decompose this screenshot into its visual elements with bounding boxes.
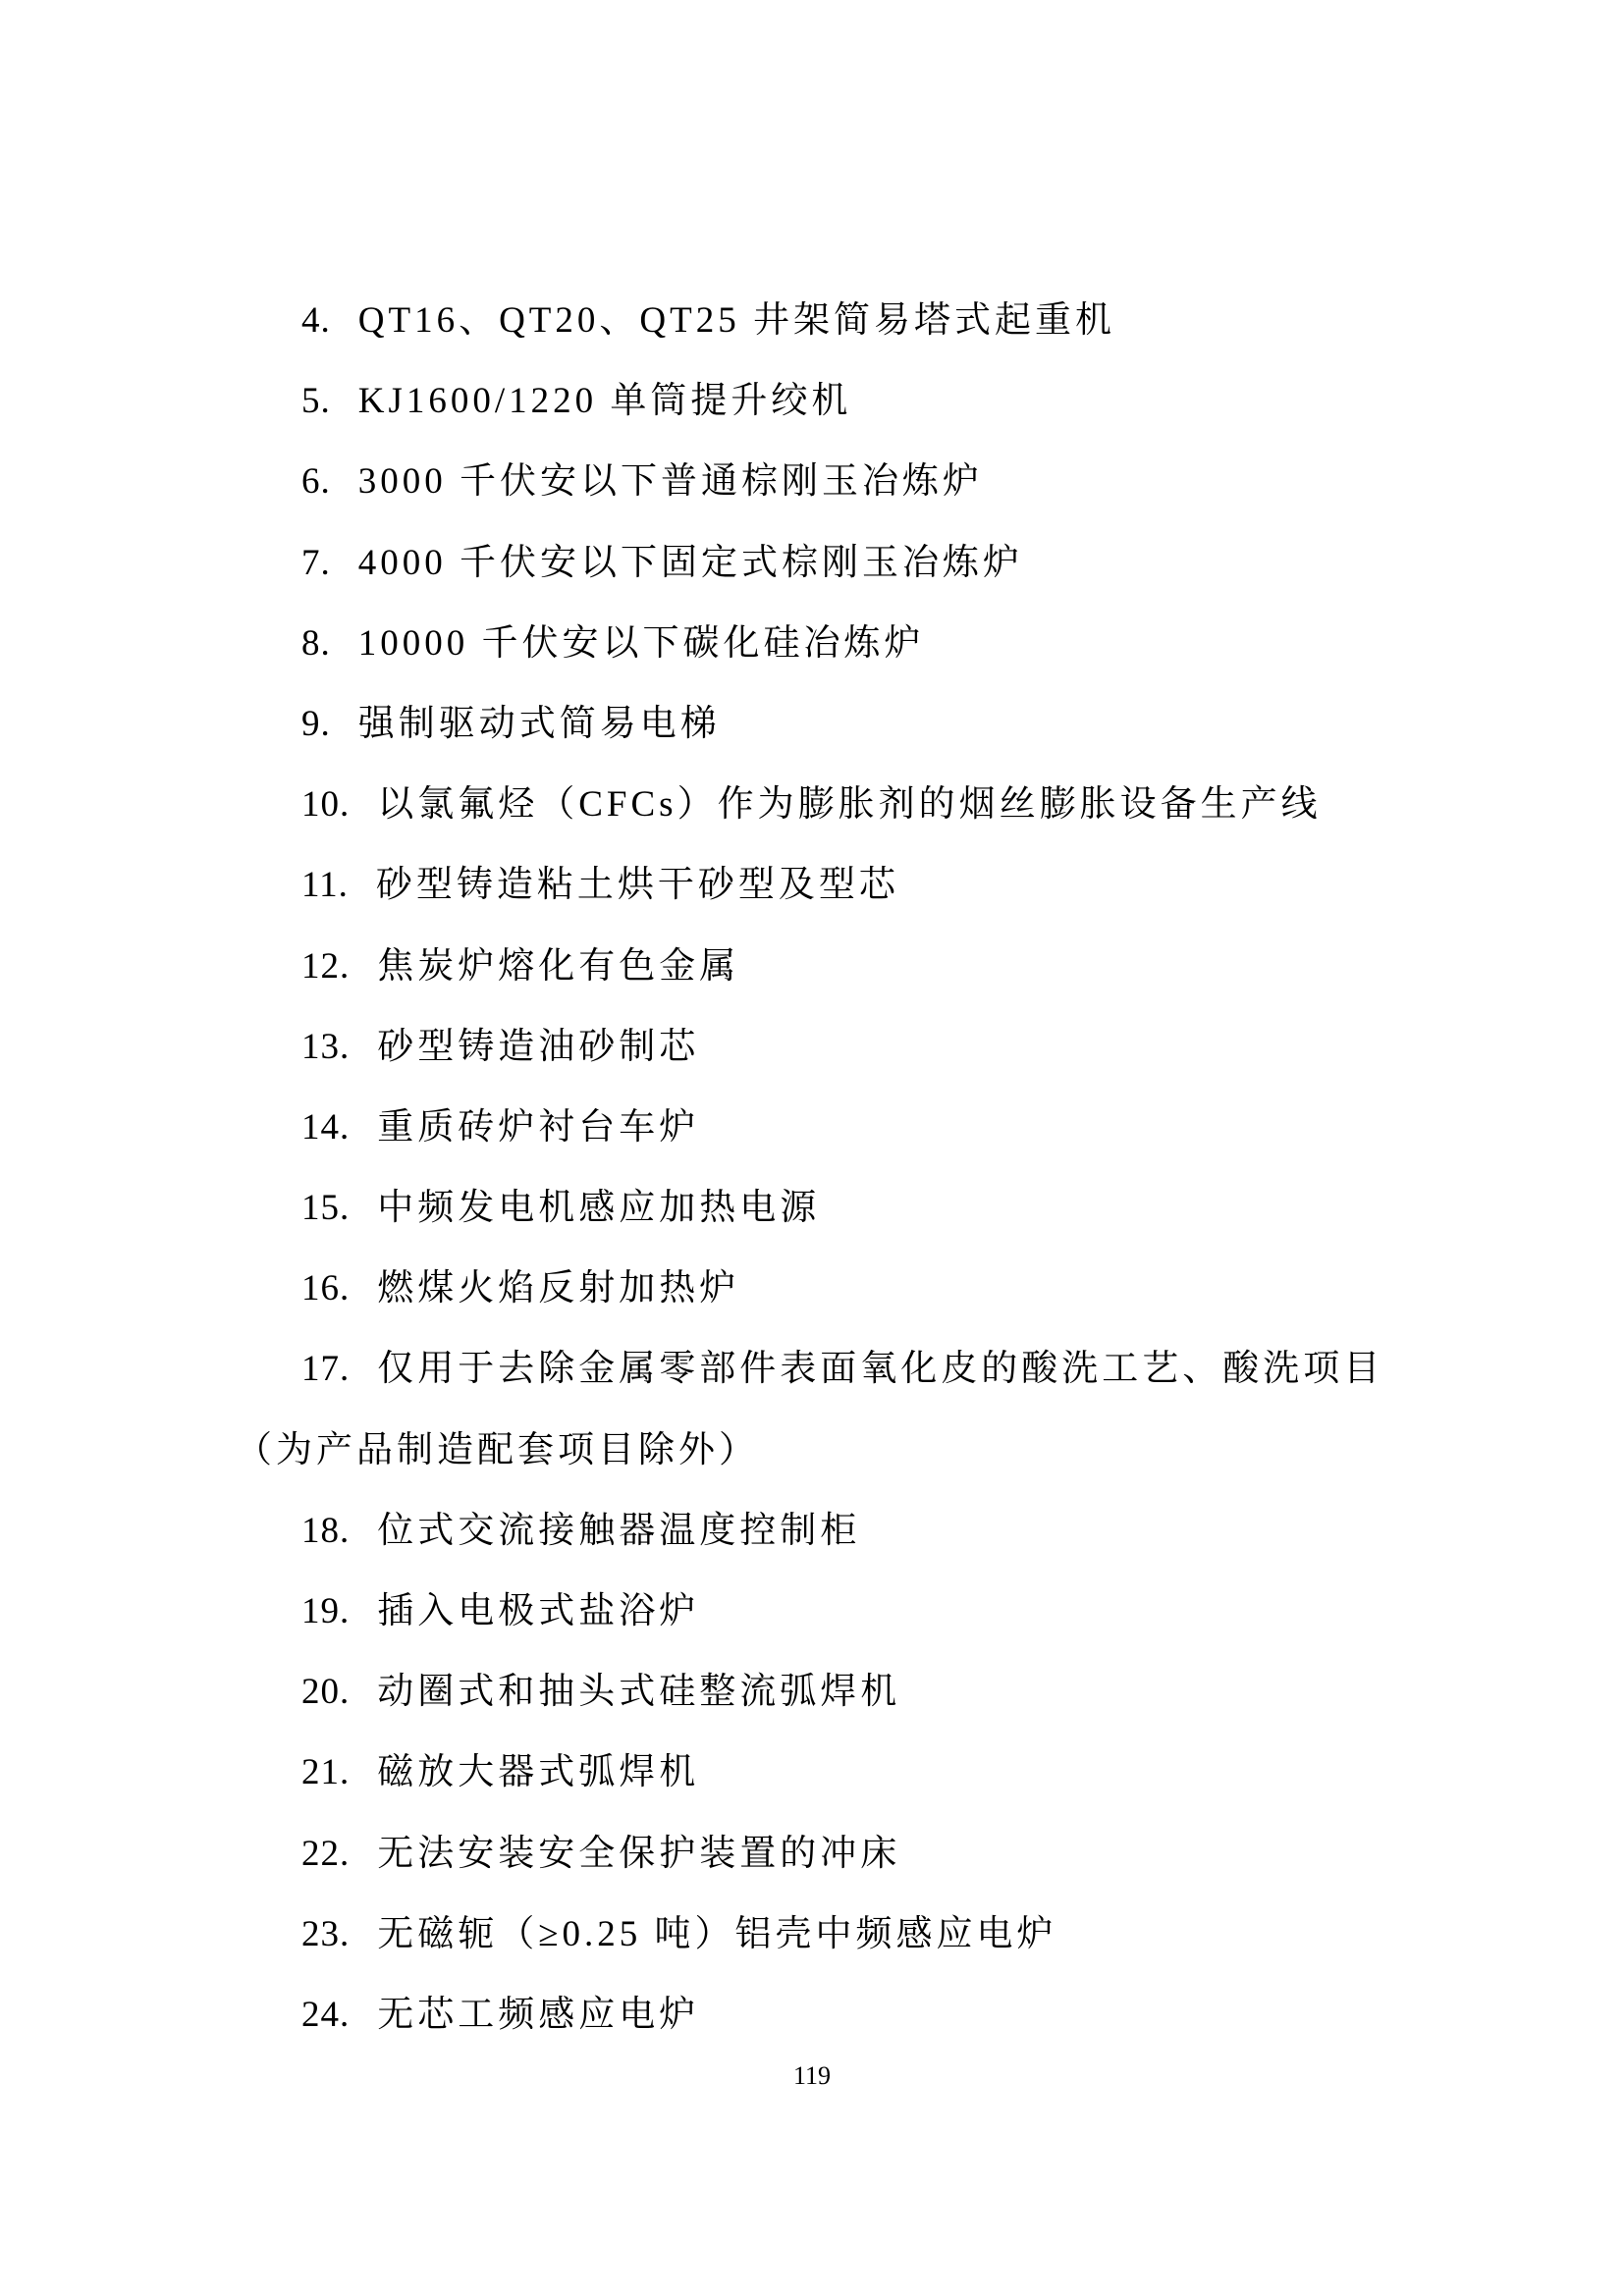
item-text: 无法安装安全保护装置的冲床 — [377, 1833, 901, 1874]
item-number: 17. — [301, 1349, 351, 1390]
item-number: 8. — [301, 622, 331, 664]
item-text: 重质砖炉衬台车炉 — [377, 1106, 700, 1148]
item-number: 20. — [301, 1672, 351, 1713]
list-item — [236, 1572, 1414, 1652]
item-text: 焦炭炉熔化有色金属 — [377, 945, 740, 987]
list-item — [236, 523, 1414, 604]
item-text: 3000 千伏安以下普通棕刚玉冶炼炉 — [357, 461, 983, 503]
item-number: 16. — [301, 1268, 351, 1309]
list-item — [236, 765, 1414, 845]
list-item — [236, 442, 1414, 522]
item-text: 无磁轭（≥0.25 吨）铝壳中频感应电炉 — [377, 1913, 1057, 1954]
item-continuation-text: （为产品制造配套项目除外） — [236, 1429, 759, 1470]
item-number: 10. — [301, 784, 351, 826]
list-item — [236, 1249, 1414, 1329]
item-text: 中频发电机感应加热电源 — [377, 1188, 821, 1229]
item-text: 磁放大器式弧焊机 — [377, 1752, 700, 1793]
item-number: 15. — [301, 1188, 351, 1229]
item-text: 燃煤火焰反射加热炉 — [377, 1268, 740, 1309]
item-list — [236, 281, 1414, 2056]
list-item — [236, 1895, 1414, 1975]
item-text: 无芯工频感应电炉 — [377, 1994, 700, 2035]
item-text: 以氯氟烃（CFCs）作为膨胀剂的烟丝膨胀设备生产线 — [377, 784, 1322, 826]
item-number: 12. — [301, 945, 351, 987]
item-number: 5. — [301, 381, 331, 422]
item-number: 11. — [301, 865, 349, 906]
list-item — [236, 1652, 1414, 1733]
list-item — [236, 1088, 1414, 1168]
list-item — [236, 684, 1414, 765]
item-text: KJ1600/1220 单筒提升绞机 — [357, 381, 852, 422]
page-number: 119 — [792, 2061, 832, 2090]
item-number: 14. — [301, 1106, 351, 1148]
item-text: QT16、QT20、QT25 井架简易塔式起重机 — [357, 300, 1115, 341]
list-item — [236, 927, 1414, 1007]
item-number: 4. — [301, 300, 331, 341]
item-number: 23. — [301, 1913, 351, 1954]
item-number: 9. — [301, 703, 331, 744]
item-text: 4000 千伏安以下固定式棕刚玉冶炼炉 — [357, 542, 1023, 583]
list-item — [236, 1168, 1414, 1249]
list-item — [236, 604, 1414, 684]
list-item — [236, 361, 1414, 442]
item-text: 强制驱动式简易电梯 — [357, 703, 721, 744]
list-item — [236, 1329, 1414, 1410]
item-text: 10000 千伏安以下碳化硅冶炼炉 — [357, 622, 925, 664]
list-item — [236, 1975, 1414, 2056]
list-item — [236, 1814, 1414, 1895]
item-text: 插入电极式盐浴炉 — [377, 1591, 700, 1631]
item-text: 仅用于去除金属零部件表面氧化皮的酸洗工艺、酸洗项目 — [377, 1349, 1384, 1390]
list-item — [236, 1007, 1414, 1088]
list-item — [236, 281, 1414, 361]
item-number: 22. — [301, 1833, 351, 1874]
item-number: 18. — [301, 1510, 351, 1551]
item-continuation — [236, 1411, 1414, 1491]
item-number: 7. — [301, 542, 331, 583]
list-item — [236, 1491, 1414, 1572]
item-text: 动圈式和抽头式硅整流弧焊机 — [377, 1672, 901, 1713]
item-number: 6. — [301, 461, 331, 503]
item-number: 19. — [301, 1591, 351, 1631]
item-number: 24. — [301, 1994, 351, 2035]
item-text: 砂型铸造粘土烘干砂型及型芯 — [375, 865, 899, 906]
list-item — [236, 845, 1414, 926]
item-text: 位式交流接触器温度控制柜 — [377, 1510, 861, 1551]
item-number: 21. — [301, 1752, 351, 1793]
item-number: 13. — [301, 1026, 351, 1067]
list-item — [236, 1733, 1414, 1813]
item-text: 砂型铸造油砂制芯 — [377, 1026, 700, 1067]
